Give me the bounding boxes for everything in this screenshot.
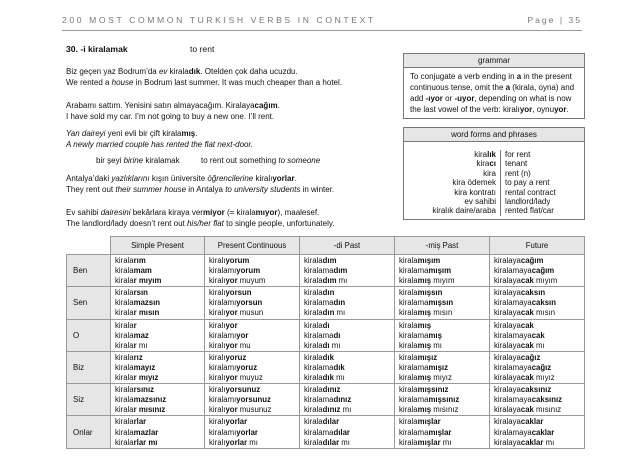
conjugation-cell bbox=[395, 319, 490, 351]
verb-form: kiralamış mısın bbox=[399, 308, 453, 318]
conjugation-row bbox=[67, 319, 585, 351]
verb-form: kiralamıyorsun bbox=[209, 298, 263, 308]
example-1-en: We rented a house in Bodrum last summer. It was much cheaper than a hotel. bbox=[66, 78, 342, 87]
conjugation-row bbox=[67, 416, 585, 448]
conjugation-cell bbox=[300, 416, 395, 448]
conjugation-cell bbox=[300, 319, 395, 351]
conjugation-cell bbox=[111, 351, 205, 383]
verb-form: kiralarsınız bbox=[115, 385, 155, 395]
grammar-text: To conjugate a verb ending in a in the present continuous tense, omit the a (kirala, oyna) and add -ıyor or -uyor, depending on what is now the last vowel of the verb: kiralıyor, oynuyor. bbox=[410, 72, 575, 114]
conjugation-row bbox=[67, 287, 585, 319]
verb-form: kiralamışlar mı bbox=[399, 437, 452, 447]
verb-form: kiralar mı bbox=[115, 340, 148, 350]
conjugation-cell bbox=[111, 416, 205, 448]
example-5-en: The landlord/lady doesn’t rent out his/her flat to single people, unfortunately. bbox=[66, 219, 335, 228]
conjugation-header-row bbox=[67, 237, 585, 255]
pronoun-cell: Biz bbox=[67, 351, 111, 383]
verb-form: kiralayacak mısınız bbox=[494, 405, 562, 415]
verb-form: kiralıyorum bbox=[209, 256, 250, 265]
example-3-tr: Yan daireyi yeni evli bir çift kiralamış. bbox=[66, 129, 198, 138]
word-form-tr: kiracı bbox=[476, 159, 496, 169]
verb-form: kiralamayacaklar bbox=[494, 427, 555, 437]
word-form-en: rent (n) bbox=[505, 168, 531, 178]
conjugation-cell bbox=[395, 384, 490, 416]
page-number: Page | 35 bbox=[527, 15, 582, 25]
example-3-en: A newly married couple has rented the flat next-door. bbox=[66, 140, 254, 149]
verb-form: kiraladı mı bbox=[304, 340, 341, 350]
verb-form: kiralamamışsınız bbox=[399, 395, 460, 405]
word-form-tr: kiralık bbox=[474, 150, 496, 159]
verb-form: kiralamadın bbox=[304, 298, 346, 308]
corner-cell bbox=[67, 237, 111, 255]
phrase-tr: bir şeyi birine kiralamak bbox=[96, 156, 180, 165]
verb-form: kiralar mıyım bbox=[115, 276, 162, 286]
header-divider bbox=[62, 30, 582, 31]
verb-form: kiralamam bbox=[115, 266, 152, 276]
pronoun-cell: Siz bbox=[67, 384, 111, 416]
conjugation-cell bbox=[395, 416, 490, 448]
verb-form: kiralayacağız bbox=[494, 352, 541, 362]
verb-form: kiralamamışız bbox=[399, 362, 448, 372]
conjugation-cell bbox=[395, 351, 490, 383]
word-forms-divider bbox=[500, 150, 501, 216]
verb-form: kiraladılar mı bbox=[304, 437, 350, 447]
word-forms-heading: word forms and phrases bbox=[404, 128, 584, 142]
verb-form: kiralayacaklar mı bbox=[494, 437, 555, 447]
conjugation-cell bbox=[111, 319, 205, 351]
verb-form: kiralamadık bbox=[304, 362, 345, 372]
word-form-tr: kiralık daire/araba bbox=[432, 206, 496, 216]
conjugation-table bbox=[66, 236, 585, 449]
verb-form: kiraladın mı bbox=[304, 308, 346, 318]
verb-form: kiralamadılar bbox=[304, 427, 350, 437]
conjugation-cell bbox=[205, 255, 300, 287]
word-forms-en bbox=[505, 150, 583, 220]
conjugation-cell bbox=[205, 416, 300, 448]
example-4-tr: Antalya’daki yazlıklarını kışın üniversite öğrencilerine kiralıyorlar. bbox=[66, 174, 297, 183]
verb-form: kiralayacak mıyız bbox=[494, 373, 555, 383]
verb-form: kiralıyor bbox=[209, 320, 238, 330]
conjugation-row bbox=[67, 384, 585, 416]
conjugation-cell bbox=[490, 287, 585, 319]
page-header bbox=[62, 15, 582, 25]
verb-form: kiraladım mı bbox=[304, 276, 348, 286]
verb-form: kiralıyor musun bbox=[209, 308, 264, 318]
example-3 bbox=[66, 128, 406, 150]
grammar-box bbox=[403, 53, 585, 119]
conjugation-cell bbox=[300, 255, 395, 287]
verb-form: kiralıyor mu bbox=[209, 340, 251, 350]
column-header: -miş Past bbox=[395, 237, 490, 255]
verb-form: kiraladın bbox=[304, 288, 335, 298]
verb-form: kiralamamışım bbox=[399, 266, 452, 276]
phrase-row bbox=[96, 155, 436, 166]
word-form-en: tenant bbox=[505, 159, 528, 169]
conjugation-cell bbox=[490, 384, 585, 416]
verb-form: kiralayacağım bbox=[494, 256, 544, 265]
verb-form: kiralarız bbox=[115, 352, 143, 362]
verb-form: kiralamamışlar bbox=[399, 427, 452, 437]
conjugation-cell bbox=[205, 351, 300, 383]
example-5 bbox=[66, 207, 406, 229]
word-form-en: to pay a rent bbox=[505, 178, 550, 188]
column-header: -di Past bbox=[300, 237, 395, 255]
conjugation-cell bbox=[490, 255, 585, 287]
verb-form: kiralamıyorsunuz bbox=[209, 395, 271, 405]
grammar-heading: grammar bbox=[404, 54, 584, 68]
word-form-tr: ev sahibi bbox=[464, 197, 496, 206]
word-form-en: rental contract bbox=[505, 187, 556, 197]
column-header: Present Continuous bbox=[205, 237, 300, 255]
verb-form: kiralar mısın bbox=[115, 308, 160, 318]
conjugation-cell bbox=[490, 319, 585, 351]
phrase-en: to rent out something to someone bbox=[201, 156, 321, 165]
verb-form: kiralamışsın bbox=[399, 288, 443, 298]
example-2 bbox=[66, 100, 406, 122]
word-form-en: for rent bbox=[505, 150, 531, 159]
verb-form: kiralamışız bbox=[399, 352, 438, 362]
conjugation-row bbox=[67, 351, 585, 383]
conjugation-cell bbox=[205, 384, 300, 416]
verb-form: kiralar mıyız bbox=[115, 373, 159, 383]
verb-form: kiralamadım bbox=[304, 266, 348, 276]
verb-form: kiralamayacaksınız bbox=[494, 395, 563, 405]
verb-form: kiralarsın bbox=[115, 288, 148, 298]
verb-form: kiralayacak mısın bbox=[494, 308, 556, 318]
verb-form: kiralar bbox=[115, 320, 137, 330]
example-5-tr: Ev sahibi dairesini bekârlara kiraya vermiyor (= kiralamıyor), maalesef. bbox=[66, 208, 320, 217]
verb-form: kiralamış mıyız bbox=[399, 373, 452, 383]
word-forms-tr bbox=[403, 150, 496, 220]
conjugation-cell bbox=[111, 287, 205, 319]
verb-form: kiralamayacak bbox=[494, 330, 545, 340]
verb-form: kiralıyor muyuz bbox=[209, 373, 263, 383]
conjugation-cell bbox=[300, 384, 395, 416]
pronoun-cell: Sen bbox=[67, 287, 111, 319]
verb-form: kiralamayacaksın bbox=[494, 298, 556, 308]
verb-form: kiraladınız mı bbox=[304, 405, 352, 415]
verb-form: kiralamışsınız bbox=[399, 385, 449, 395]
example-2-en: I have sold my car. I’m not going to buy a new one. I’ll rent. bbox=[66, 112, 275, 121]
conjugation-cell bbox=[205, 287, 300, 319]
verb-form: kiralayacaksın bbox=[494, 288, 546, 298]
conjugation-cell bbox=[111, 255, 205, 287]
verb-form: kiralamayız bbox=[115, 362, 156, 372]
conjugation-cell bbox=[300, 351, 395, 383]
verb-form: kiralamazlar bbox=[115, 427, 159, 437]
conjugation-cell bbox=[490, 351, 585, 383]
verb-form: kiralarlar mı bbox=[115, 437, 158, 447]
column-header: Future bbox=[490, 237, 585, 255]
conjugation-cell bbox=[395, 287, 490, 319]
verb-form: kiralamıyoruz bbox=[209, 362, 258, 372]
verb-form: kiralamayacağım bbox=[494, 266, 555, 276]
verb-form: kiralamış mıyım bbox=[399, 276, 455, 286]
verb-form: kiralamadı bbox=[304, 330, 341, 340]
verb-form: kiralayacaklar bbox=[494, 417, 544, 427]
verb-form: kiralamayacağız bbox=[494, 362, 552, 372]
verb-form: kiralamışım bbox=[399, 256, 441, 265]
verb-form: kiralıyorlar bbox=[209, 417, 248, 427]
verb-form: kiralamıyorum bbox=[209, 266, 261, 276]
conjugation-cell bbox=[111, 384, 205, 416]
verb-form: kiralıyorsun bbox=[209, 288, 252, 298]
verb-form: kiraladınız bbox=[304, 385, 341, 395]
verb-form: kiralayacak bbox=[494, 320, 534, 330]
word-form-tr: kira ödemek bbox=[452, 178, 496, 188]
column-header: Simple Present bbox=[111, 237, 205, 255]
verb-form: kiraladık mı bbox=[304, 373, 345, 383]
verb-form: kiralıyor musunuz bbox=[209, 405, 272, 415]
pronoun-cell: O bbox=[67, 319, 111, 351]
pronoun-cell: Ben bbox=[67, 255, 111, 287]
verb-form: kiralamamışsın bbox=[399, 298, 454, 308]
example-4-en: They rent out their summer house in Antalya to university students in winter. bbox=[66, 185, 335, 194]
conjugation-cell bbox=[205, 319, 300, 351]
verb-form: kiraladı bbox=[304, 320, 330, 330]
verb-form: kiraladım bbox=[304, 256, 337, 265]
verb-form: kiralayacak mıyım bbox=[494, 276, 558, 286]
word-form-en: rented flat/car bbox=[505, 206, 554, 216]
verb-form: kiralıyorlar mı bbox=[209, 437, 258, 447]
verb-form: kiralamıyor bbox=[209, 330, 249, 340]
conjugation-row bbox=[67, 255, 585, 287]
word-form-en: landlord/lady bbox=[505, 197, 551, 206]
conjugation-cell bbox=[490, 416, 585, 448]
conjugation-cell bbox=[395, 255, 490, 287]
example-1-tr: Biz geçen yaz Bodrum’da ev kiraladık. Otelden çok daha ucuzdu. bbox=[66, 67, 298, 76]
verb-form: kiralamış bbox=[399, 320, 432, 330]
verb-form: kiralayacak mı bbox=[494, 340, 545, 350]
word-form-tr: kira kontratı bbox=[454, 187, 496, 197]
verb-form: kiralamış mısınız bbox=[399, 405, 459, 415]
example-1 bbox=[66, 66, 406, 88]
verb-form: kiraladılar bbox=[304, 417, 340, 427]
verb-form: kiraladık bbox=[304, 352, 334, 362]
verb-form: kiralamazsın bbox=[115, 298, 161, 308]
verb-form: kiralıyor muyum bbox=[209, 276, 266, 286]
verb-form: kiralıyorsunuz bbox=[209, 385, 261, 395]
word-form-tr: kira bbox=[483, 168, 496, 178]
verb-form: kiralamışlar bbox=[399, 417, 441, 427]
conjugation-cell bbox=[300, 287, 395, 319]
verb-translation: to rent bbox=[190, 44, 215, 54]
verb-form: kiralamıyorlar bbox=[209, 427, 258, 437]
verb-form: kiralarım bbox=[115, 256, 146, 265]
verb-form: kiralar mısınız bbox=[115, 405, 166, 415]
verb-form: kiralamazsınız bbox=[115, 395, 167, 405]
example-4 bbox=[66, 173, 406, 195]
verb-form: kiralamaz bbox=[115, 330, 149, 340]
verb-form: kiralamış mı bbox=[399, 340, 442, 350]
verb-form: kiralarlar bbox=[115, 417, 147, 427]
verb-title: 30. -i kiralamak bbox=[66, 44, 128, 54]
verb-form: kiralayacaksınız bbox=[494, 385, 552, 395]
verb-form: kiralamamış bbox=[399, 330, 442, 340]
verb-form: kiralamadınız bbox=[304, 395, 352, 405]
verb-form: kiralıyoruz bbox=[209, 352, 247, 362]
example-2-tr: Arabamı sattım. Yenisini satın almayacağım. Kiralayacağım. bbox=[66, 101, 280, 110]
pronoun-cell: Onlar bbox=[67, 416, 111, 448]
book-title: 200 MOST COMMON TURKISH VERBS IN CONTEXT bbox=[62, 15, 376, 25]
